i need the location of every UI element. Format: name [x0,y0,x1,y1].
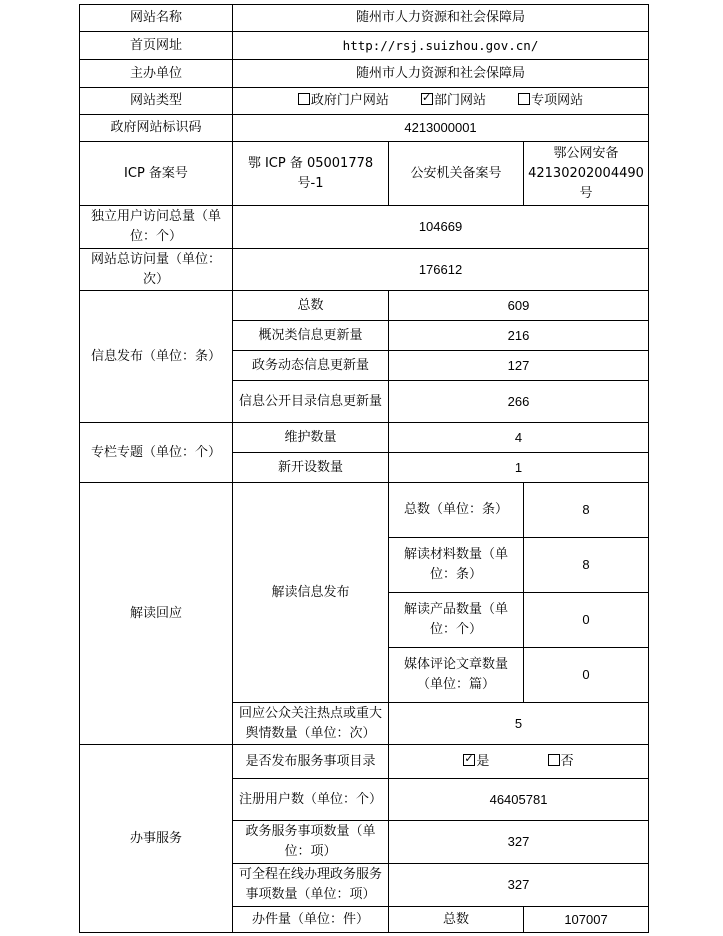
checkbox-icon [298,93,310,105]
interpret-row-label: 总数（单位：条） [389,483,524,538]
site-type-option-portal[interactable] [298,91,389,111]
website-annual-report-table [79,4,649,933]
service-catalog-no[interactable] [548,752,574,772]
police-record-value: 鄂公网安备 42130202004490 号 [524,142,649,206]
service-volume-label: 办件量（单位：件） [233,907,389,933]
total-visits-value: 176612 [233,249,649,291]
service-items-value: 327 [389,821,649,864]
interpret-row-value: 8 [524,483,649,538]
info-row-value: 266 [389,381,649,423]
checkbox-checked-icon [421,93,433,105]
interpret-group-label: 解读回应 [80,483,233,745]
site-url-value: http://rsj.suizhou.gov.cn/ [233,32,649,60]
site-type-option-special[interactable] [518,91,583,111]
service-catalog-label: 是否发布服务事项目录 [233,745,389,779]
interpret-row-value: 8 [524,538,649,593]
interpret-row-value: 0 [524,648,649,703]
service-catalog-yes-label: 是 [476,753,490,769]
hot-response-label: 回应公众关注热点或重大舆情数量（单位：次） [233,703,389,745]
site-id-label: 政府网站标识码 [80,115,233,142]
hot-response-value: 5 [389,703,649,745]
column-group-label: 专栏专题（单位：个） [80,423,233,483]
unique-visits-value: 104669 [233,206,649,249]
info-row-value: 216 [389,321,649,351]
checkbox-icon [518,93,530,105]
service-items-label: 政务服务事项数量（单位：项） [233,821,389,864]
service-group-label: 办事服务 [80,745,233,933]
site-type-label: 网站类型 [80,88,233,115]
column-row-label: 维护数量 [233,423,389,453]
site-name-value: 随州市人力资源和社会保障局 [233,5,649,32]
service-catalog-no-label: 否 [560,753,574,769]
info-row-label: 概况类信息更新量 [233,321,389,351]
service-online-value: 327 [389,864,649,907]
service-users-label: 注册用户数（单位：个） [233,779,389,821]
police-record-label: 公安机关备案号 [389,142,524,206]
interpret-row-label: 媒体评论文章数量（单位：篇） [389,648,524,703]
service-users-value: 46405781 [389,779,649,821]
info-row-label: 总数 [233,291,389,321]
service-volume-total-value: 107007 [524,907,649,933]
info-row-value: 127 [389,351,649,381]
total-visits-label: 网站总访问量（单位：次） [80,249,233,291]
site-org-label: 主办单位 [80,60,233,88]
icp-value: 鄂 ICP 备 05001778 号-1 [233,142,389,206]
info-row-label: 政务动态信息更新量 [233,351,389,381]
icp-label: ICP 备案号 [80,142,233,206]
info-row-value: 609 [389,291,649,321]
checkbox-icon [548,754,560,766]
info-row-label: 信息公开目录信息更新量 [233,381,389,423]
site-id-value: 4213000001 [233,115,649,142]
interpret-row-label: 解读材料数量（单位：条） [389,538,524,593]
site-org-value: 随州市人力资源和社会保障局 [233,60,649,88]
interpret-row-value: 0 [524,593,649,648]
site-type-option-label: 专项网站 [531,93,584,108]
site-type-option-label: 政府门户网站 [310,93,389,108]
info-publish-group-label: 信息发布（单位：条） [80,291,233,423]
checkbox-checked-icon [463,754,475,766]
interpret-row-label: 解读产品数量（单位：个） [389,593,524,648]
interpret-sub-label: 解读信息发布 [233,483,389,703]
service-volume-total-label: 总数 [389,907,524,933]
service-catalog-yes[interactable] [463,752,489,772]
site-type-option-label: 部门网站 [434,93,487,108]
site-name-label: 网站名称 [80,5,233,32]
site-url-label: 首页网址 [80,32,233,60]
site-type-option-department[interactable] [421,91,486,111]
column-row-value: 1 [389,453,649,483]
service-catalog-options [389,745,649,779]
site-type-options [233,88,649,115]
column-row-value: 4 [389,423,649,453]
unique-visits-label: 独立用户访问总量（单位：个） [80,206,233,249]
service-online-label: 可全程在线办理政务服务事项数量（单位：项） [233,864,389,907]
column-row-label: 新开设数量 [233,453,389,483]
